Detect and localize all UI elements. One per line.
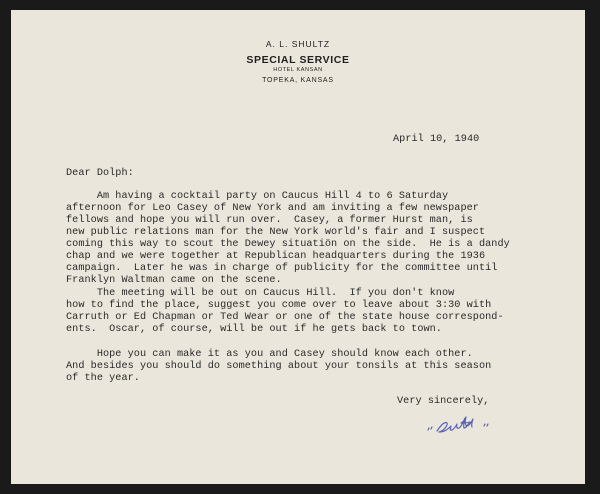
letterhead-title: SPECIAL SERVICE [246, 54, 350, 66]
letter-date: April 10, 1940 [393, 134, 480, 145]
letterhead-city: TOPEKA, KANSAS [262, 77, 334, 84]
body-paragraph-1: Am having a cocktail party on Caucus Hill 4 to 6 Saturday afternoon for Leo Casey of New York and am inviting a few newspaper fellows and hope you will run over. Casey, a former Hurst man, is new public relations man for the New York world's fair and I suspect coming this way to scout the Dewey situatiön on the side. He is a dandy chap and we were together at Republican headquarters during the 1936 campaign. Later he was in charge of publicity for the committee until Franklyn Waltman came on the scene. [66, 191, 510, 286]
body-paragraph-2: The meeting will be out on Caucus Hill. If you don't know how to find the place, suggest you come over to leave about 3:30 with Carruth or Ed Chapman or Ted Wear or one of the state house correspond- ents. Oscar, of course, will be out if he gets back to town. [66, 288, 504, 335]
salutation: Dear Dolph: [66, 168, 134, 179]
letterhead-hotel: HOTEL KANSAN [273, 67, 323, 73]
letterhead-name: A. L. SHULTZ [265, 39, 331, 49]
letter-page [11, 10, 585, 484]
closing: Very sincerely, [397, 396, 490, 407]
body-paragraph-3: Hope you can make it as you and Casey should know each other. And besides you should do something about your tonsils at this season of the year. [66, 349, 492, 384]
handwritten-signature [424, 414, 504, 440]
